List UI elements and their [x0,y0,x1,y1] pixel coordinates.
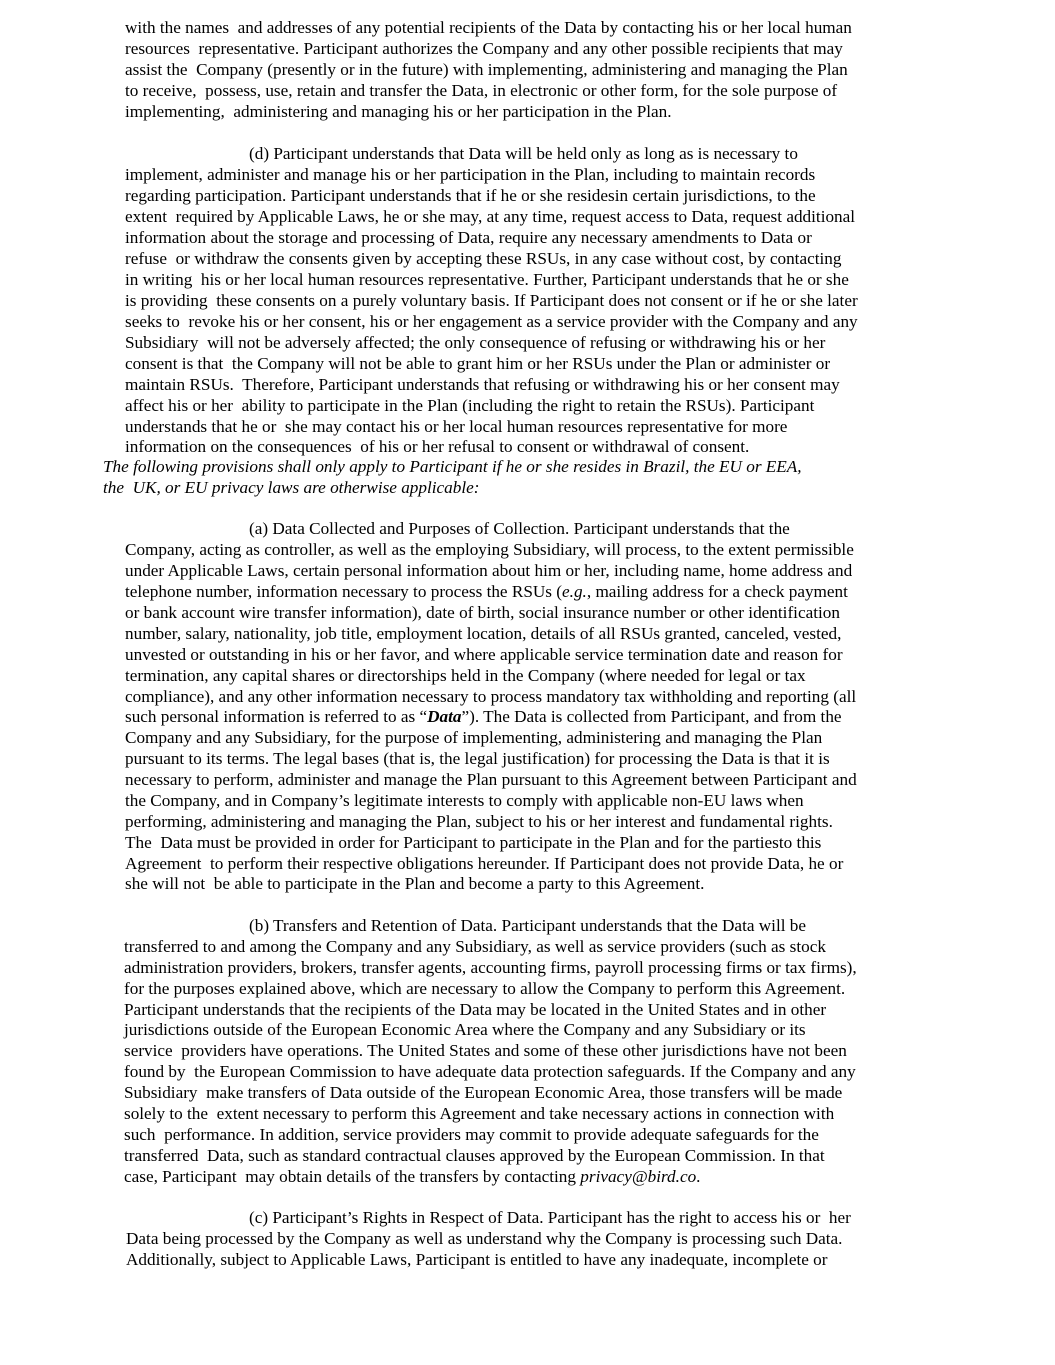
text-line: implementing, administering and managing his or her participation in the Plan. [125,102,672,121]
text-line: or bank account wire transfer information), date of birth, social insurance number or other identification [125,603,840,622]
text-line: administration providers, brokers, transfer agents, accounting firms, payroll processing firms or tax firms), [124,958,857,977]
text-line: solely to the extent necessary to perform this Agreement and take necessary actions in connection with [124,1104,835,1123]
text-line: the Company, and in Company’s legitimate interests to comply with applicable non-EU laws when [125,791,804,810]
text-line: maintain RSUs. Therefore, Participant understands that refusing or withdrawing his or her consent may [125,375,840,394]
text-line: refuse or withdraw the consents given by accepting these RSUs, in any case without cost, by contacting [125,249,842,268]
text-line: resources representative. Participant authorizes the Company and any other possible recipients that may [125,39,843,58]
text-line: Company and any Subsidiary, for the purpose of implementing, administering and managing the Plan [125,728,823,747]
paragraph-d-heading-line: (d) Participant understands that Data will be held only as long as is necessary to [249,144,798,163]
text-line: information about the storage and processing of Data, require any necessary amendments to Data or [125,228,812,247]
text-segment: such personal information is referred to as “ [125,707,428,726]
text-line: affect his or her ability to participate in the Plan (including the right to retain the RSUs). Participant [125,396,815,415]
text-line: she will not be able to participate in the Plan and become a party to this Agreement. [125,874,705,893]
text-line: service providers have operations. The United States and some of these other jurisdictions have not been [124,1041,847,1060]
text-line: to receive, possess, use, retain and transfer the Data, in electronic or other form, for the sole purpose of [125,81,838,100]
text-line: Company, acting as controller, as well as the employing Subsidiary, will process, to the extent permissible [125,540,854,559]
defined-term-data: Data [427,707,462,726]
text-line: Subsidiary make transfers of Data outside of the European Economic Area, those transfers will be made [124,1083,843,1102]
text-line: transferred to and among the Company and any Subsidiary, as well as service providers (such as stock [124,937,826,956]
text-line: Agreement to perform their respective obligations hereunder. If Participant does not provide Data, he or [125,854,844,873]
text-line [125,706,842,727]
text-line: for the purposes explained above, which are necessary to allow the Company to perform this Agreement. [124,979,846,998]
text-line: understands that he or she may contact his or her local human resources representative for more [125,417,788,436]
text-line: consent is that the Company will not be able to grant him or her RSUs under the Plan or administer or [125,354,831,373]
applicability-notice-line: The following provisions shall only apply to Participant if he or she resides in Brazil, the EU or EEA, [103,457,802,476]
text-segment: telephone number, information necessary to process the RSUs ( [125,582,563,601]
text-segment: case, Participant may obtain details of the transfers by contacting [124,1167,581,1186]
text-line: performing, administering and managing the Plan, subject to his or her interest and fundamental rights. [125,812,833,831]
text-segment: . [696,1167,701,1186]
paragraph-c-heading-line: (c) Participant’s Rights in Respect of Data. Participant has the right to access his or her [249,1208,851,1227]
text-line: implement, administer and manage his or her participation in the Plan, including to maintain records [125,165,816,184]
text-line: Participant understands that the recipients of the Data may be located in the United States and in other [124,1000,827,1019]
text-line: jurisdictions outside of the European Economic Area where the Company and any Subsidiary or its [124,1020,806,1039]
text-line: transferred Data, such as standard contractual clauses approved by the European Commission. In that [124,1146,825,1165]
text-line: under Applicable Laws, certain personal information about him or her, including name, home address and [125,561,853,580]
text-line: pursuant to its terms. The legal bases (that is, the legal justification) for processing the Data is that it is [125,749,830,768]
text-line: The Data must be provided in order for Participant to participate in the Plan and for the partiesto this [125,833,822,852]
text-line [125,581,848,602]
text-line: such performance. In addition, service providers may commit to provide adequate safeguards for the [124,1125,819,1144]
text-line: information on the consequences of his or her refusal to consent or withdrawal of consent. [125,437,750,456]
text-line [124,1166,700,1187]
privacy-email-link[interactable]: privacy@bird.co [580,1167,697,1186]
text-line: found by the European Commission to have adequate data protection safeguards. If the Company and any [124,1062,856,1081]
text-line: extent required by Applicable Laws, he or she may, at any time, request access to Data, request additional [125,207,856,226]
text-line: in writing his or her local human resources representative. Further, Participant understands that he or she [125,270,849,289]
text-line: necessary to perform, administer and manage the Plan pursuant to this Agreement between Participant and [125,770,857,789]
text-segment: , mailing address for a check payment [586,582,848,601]
text-line: seeks to revoke his or her consent, his or her engagement as a service provider with the Company and any [125,312,858,331]
text-line: regarding participation. Participant understands that if he or she residesin certain jurisdictions, to the [125,186,816,205]
text-line: assist the Company (presently or in the future) with implementing, administering and managing the Plan [125,60,848,79]
text-line: number, salary, nationality, job title, employment location, details of all RSUs granted, canceled, vested, [125,624,842,643]
paragraph-a-heading-line: (a) Data Collected and Purposes of Collection. Participant understands that the [249,519,790,538]
text-line: unvested or outstanding in his or her favor, and where applicable service termination date and reason for [125,645,843,664]
text-line: with the names and addresses of any potential recipients of the Data by contacting his or her local human [125,18,852,37]
text-line: termination, any capital shares or directorships held in the Company (where needed for legal or tax [125,666,806,685]
text-line: Data being processed by the Company as well as understand why the Company is processing such Data. [126,1229,843,1248]
text-line: Subsidiary will not be adversely affected; the only consequence of refusing or withdrawing his or her [125,333,826,352]
text-line: compliance), and any other information necessary to process mandatory tax withholding and reporting (all [125,687,857,706]
paragraph-b-heading-line: (b) Transfers and Retention of Data. Participant understands that the Data will be [249,916,807,935]
eg-abbreviation: e.g. [562,582,587,601]
text-line: is providing these consents on a purely voluntary basis. If Participant does not consent or if he or she later [125,291,858,310]
text-segment: ”). The Data is collected from Participant, and from the [461,707,842,726]
applicability-notice-line: the UK, or EU privacy laws are otherwise applicable: [103,478,480,497]
text-line: Additionally, subject to Applicable Laws, Participant is entitled to have any inadequate, incomplete or [126,1250,828,1269]
